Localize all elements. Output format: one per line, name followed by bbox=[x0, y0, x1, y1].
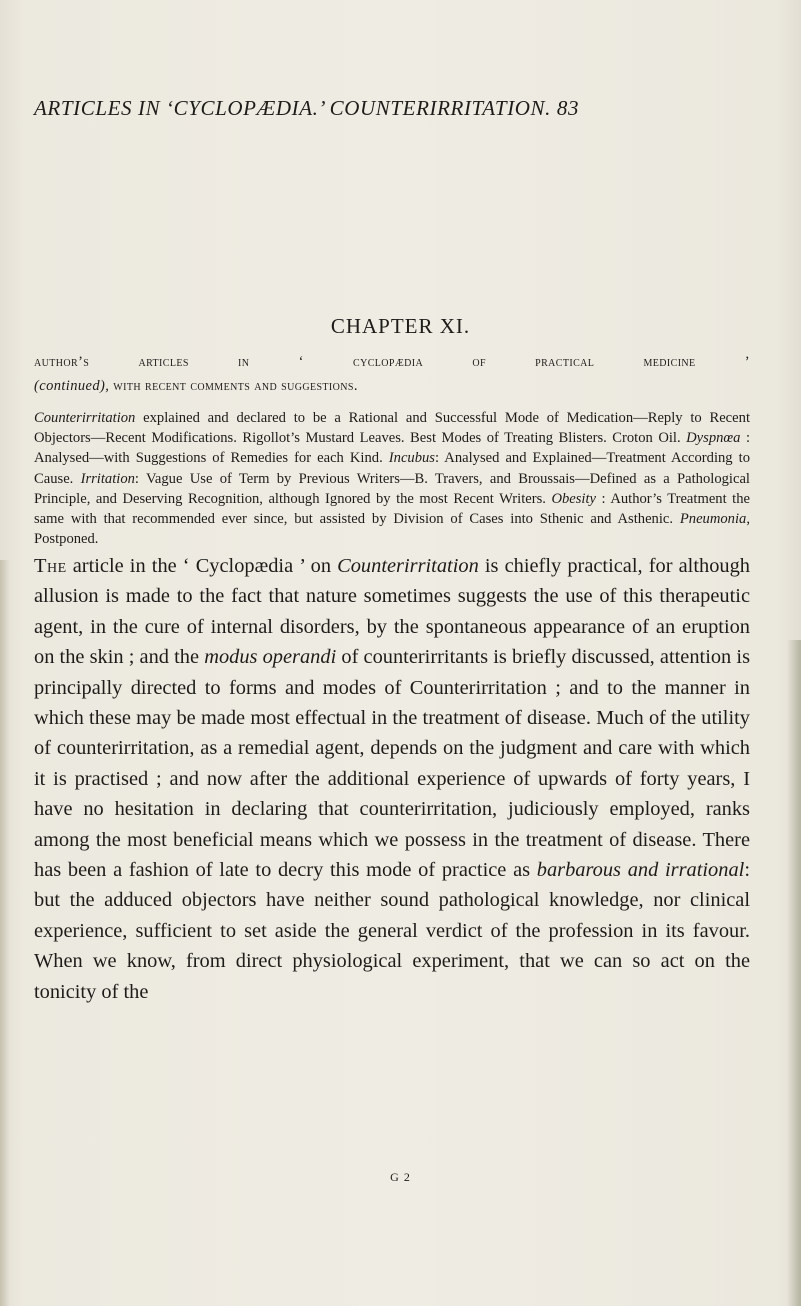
synopsis-term: Dyspnœa bbox=[686, 430, 741, 447]
subtitle-line-1: author’s articles in ‘ cyclopædia of practical medicine ’ bbox=[34, 354, 750, 370]
body-text: : but the adduced objectors have neither sound pathological knowledge, nor clinical experience, sufficient to set aside the general verdict of the profession in its favour. When we know, from direct physiological experiment, that we can so act on the tonicity of the bbox=[34, 859, 750, 1003]
page-shadow-left bbox=[0, 560, 10, 1306]
body-italic: modus operandi bbox=[204, 646, 337, 669]
body-text: is chiefly practical, for although allusion is made to the fact that nature sometimes suggests the use of this therapeutic agent, in the cure of internal disorders, by the spontaneous appearance of an eruption on the skin ; and the bbox=[34, 555, 750, 669]
synopsis-text: : Vague Use of Term by Previous Writers—B. Travers, and Broussais—Defined as a Pathological Principle, and Deserving Recognition, although Ignored by the most Recent Writers. bbox=[34, 470, 750, 507]
body-paragraph bbox=[34, 551, 750, 1007]
synopsis-text: explained and declared to be a Rational and Successful Mode of Medication—Reply to Recent Objectors—Recent Modifications. Rigollot’s Mustard Leaves. Best Modes of Treating Blisters. Croton Oil. bbox=[34, 410, 750, 447]
synopsis-term: Incubus bbox=[388, 450, 435, 467]
synopsis-text: , Postponed. bbox=[34, 511, 750, 548]
subtitle-line-2 bbox=[34, 374, 750, 398]
synopsis-term: Counterirritation bbox=[34, 410, 136, 426]
synopsis-text: : Author’s Treatment the same with that recommended ever since, but assisted by Division of Cases into Sthenic and Asthenic. bbox=[34, 490, 750, 528]
body-text: of counterirritants is briefly discussed, attention is principally directed to forms and modes of Counterirritation ; and to the manner in which these may be made most effectual in the treatment of disease. Much of the utility of counterirritation, as a remedial agent, depends on the judgment and care with which it is practised ; and now after the additional experience of upwards of forty years, I have no hesitation in declaring that counterirritation, judiciously employed, ranks among the most beneficial means which we possess in the treatment of disease. There has been a fashion of late to decry this mode of practice as bbox=[34, 646, 750, 882]
synopsis-text: : Analysed and Explained—Treatment According to Cause. bbox=[34, 450, 750, 487]
body-text: article in the ‘ Cyclopædia ’ on bbox=[66, 555, 338, 577]
subtitle-line-2-rest: with recent comments and suggestions. bbox=[109, 378, 358, 394]
body-lead-word: The bbox=[34, 555, 67, 577]
signature-mark: G 2 bbox=[390, 1170, 411, 1184]
subtitle-continued: (continued), bbox=[34, 378, 110, 394]
body-italic: barbarous and irrational bbox=[536, 859, 745, 882]
chapter-synopsis bbox=[34, 408, 750, 549]
running-head: ARTICLES IN ‘CYCLOPÆDIA.’ COUNTERIRRITATION. 83 bbox=[34, 96, 580, 120]
chapter-subtitle bbox=[34, 350, 750, 398]
page-shadow-right bbox=[787, 640, 801, 1306]
synopsis-term: Irritation bbox=[80, 470, 135, 487]
synopsis-text: : Analysed—with Suggestions of Remedies for each Kind. bbox=[34, 430, 751, 467]
synopsis-term: Obesity bbox=[551, 490, 597, 507]
body-italic: Counterirritation bbox=[337, 555, 479, 577]
synopsis-term: Pneumonia bbox=[679, 511, 747, 528]
chapter-title: CHAPTER XI. bbox=[330, 314, 471, 338]
